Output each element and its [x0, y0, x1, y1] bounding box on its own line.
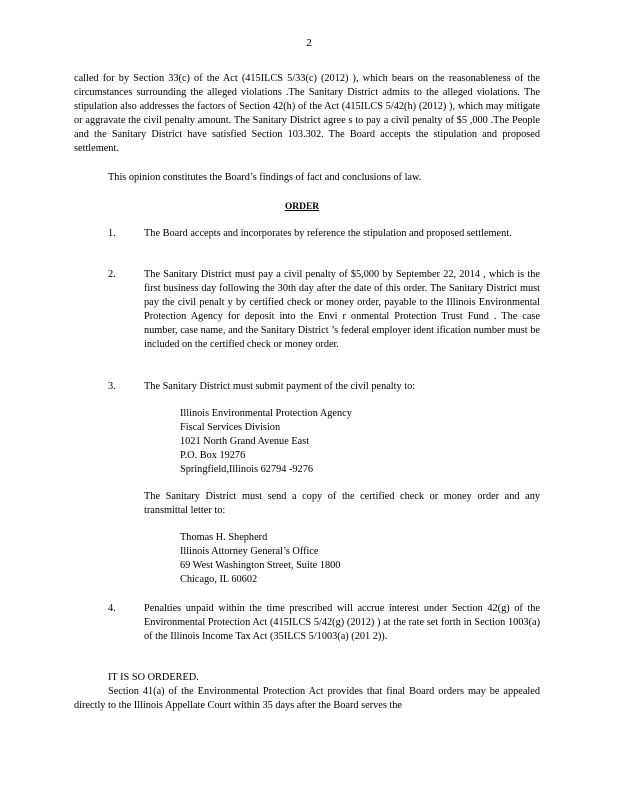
order-item-text: The Sanitary District must submit payment of the civil penalty to:	[144, 381, 416, 392]
address-epa	[180, 407, 352, 477]
address-line: Thomas H. Shepherd	[180, 532, 268, 543]
order-heading-text: ORDER	[284, 202, 320, 212]
order-item-number: 4.	[108, 603, 116, 614]
order-item-text: The Sanitary District must pay a civil penalty of $5,000 by September 22, 2014 , which is the first business day following the 30th day after the date of this order. The Sanitary District must pay the civil penalt y by certified check or money order, payable to the Illinois Environmental Protection Agency for deposit into the Envi r onmental Protection Trust Fund . The case number, case name, and the Sanitary District ’s federal employer ident ification number must be included on the certified check or money order.	[144, 269, 540, 350]
address-line: Illinois Environmental Protection Agency	[180, 408, 352, 419]
address-attorney-general	[180, 531, 340, 587]
paragraph-opinion: This opinion constitutes the Board’s findings of fact and conclusions of law.	[108, 172, 422, 183]
order-item-number: 2.	[108, 269, 116, 280]
address-line: P.O. Box 19276	[180, 450, 246, 461]
order-item-2	[108, 268, 540, 352]
order-item-4	[108, 602, 540, 644]
order-item-number: 1.	[108, 228, 116, 239]
page-number: 2	[306, 37, 312, 49]
order-item-number: 3.	[108, 381, 116, 392]
address-line: 1021 North Grand Avenue East	[180, 436, 310, 447]
order-item-text: Penalties unpaid within the time prescribed will accrue interest under Section 42(g) of the Environmental Protection Act (415ILCS 5/42(g) (2012) ) at the rate set forth in Section 1003(a) of the Illinois Income Tax Act (35ILCS 5/1003(a) (201 2)).	[144, 603, 540, 642]
paragraph-appeal: Section 41(a) of the Environmental Protection Act provides that final Board orders may be appealed directly to the Illinois Appellate Court within 35 days after the Board serves the	[74, 686, 540, 711]
paragraph-copy-instruction: The Sanitary District must send a copy of the certified check or money order and any transmittal letter to:	[144, 491, 540, 516]
address-line: Springfield,Illinois 62794 -9276	[180, 464, 313, 475]
address-line: Chicago, IL 60602	[180, 574, 258, 585]
order-item-text: The Board accepts and incorporates by reference the stipulation and proposed settlement.	[144, 228, 512, 239]
order-item-1	[108, 227, 540, 241]
address-line: Fiscal Services Division	[180, 422, 281, 433]
so-ordered: IT IS SO ORDERED.	[108, 672, 199, 683]
address-line: Illinois Attorney General’s Office	[180, 546, 319, 557]
paragraph-stipulation: called for by Section 33(c) of the Act (415ILCS 5/33(c) (2012) ), which bears on the reasonableness of the circumstances surrounding the alleged violations .The Sanitary District admits to the alleged violations. The stipulation also addresses the factors of Section 42(h) of the Act (415ILCS 5/42(h) (2012) ), which may mitigate or aggravate the civil penalty amount. The Sanitary District agree s to pay a civil penalty of $5 ,000 .The People and the Sanitary District have satisfied Section 103.302. The Board accepts the stipulation and proposed settlement.	[74, 73, 540, 154]
address-line: 69 West Washington Street, Suite 1800	[180, 560, 341, 571]
order-item-3	[108, 380, 540, 394]
order-heading	[0, 200, 618, 214]
